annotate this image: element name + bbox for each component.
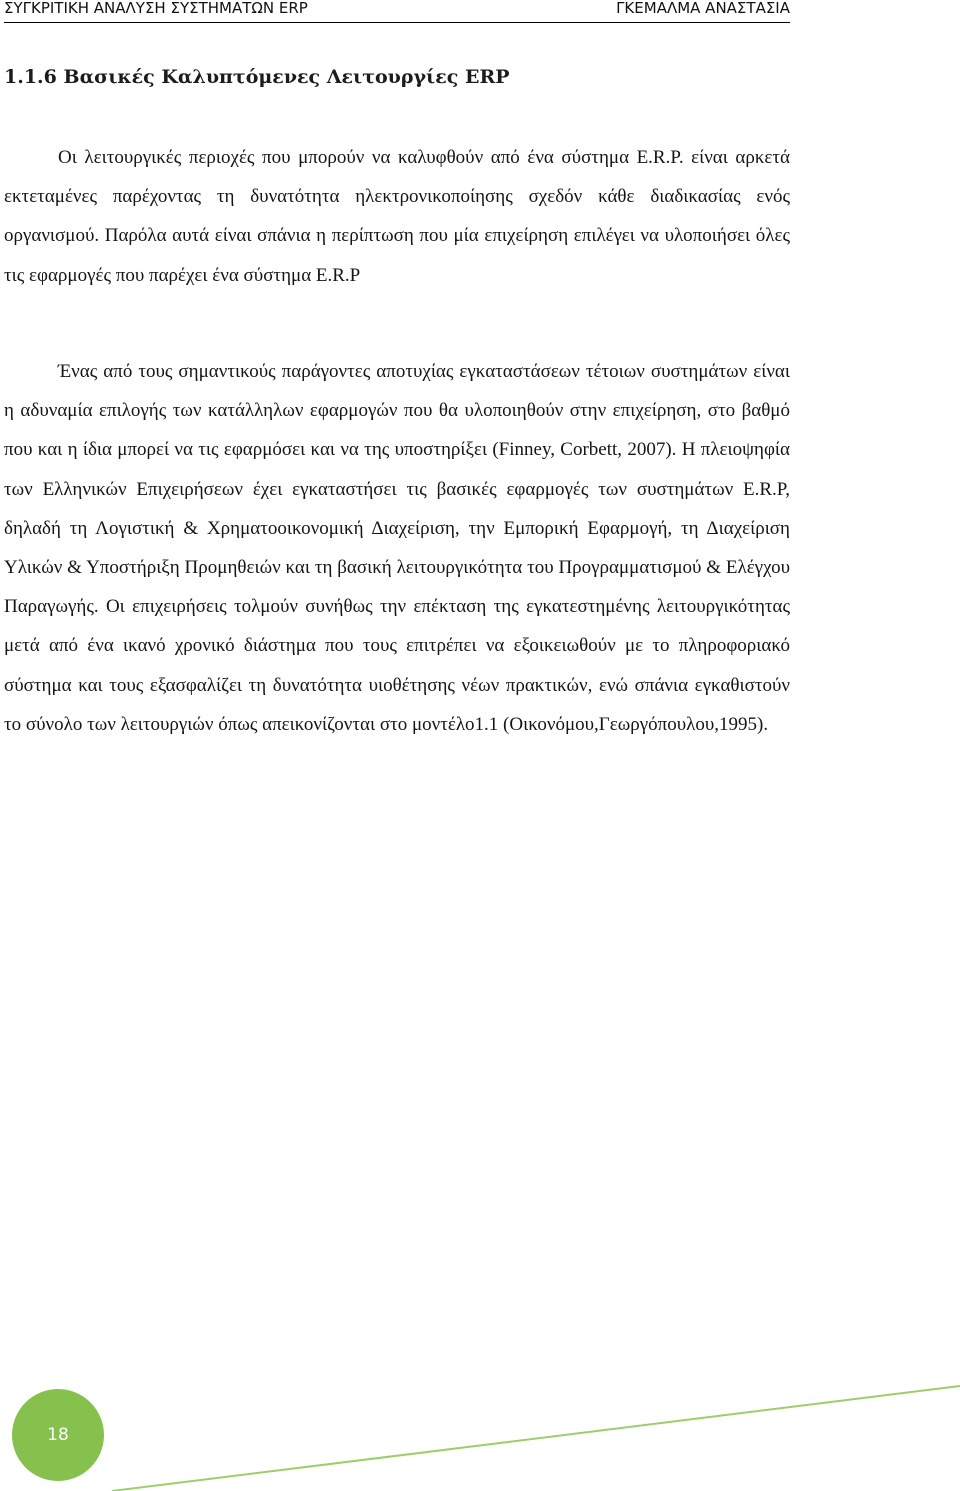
page-header: [4, 0, 790, 23]
paragraph-2: Ένας από τους σημαντικούς παράγοντες αποτυχίας εγκαταστάσεων τέτοιων συστημάτων είναι η αδυναμία επιλογής των κατάλληλων εφαρμογών που θα υλοποιηθούν στην επιχείρηση, στο βαθμό που και η ίδια μπορεί να τις εφαρμόσει και να της υποστηρίξει (Finney, Corbett, 2007). Η πλειοψηφία των Ελληνικών Επιχειρήσεων έχει εγκαταστήσει τις βασικές εφαρμογές των συστημάτων E.R.P, δηλαδή τη Λογιστική & Χρηματοοικονομική Διαχείριση, την Εμπορική Εφαρμογή, τη Διαχείριση Υλικών & Υποστήριξη Προμηθειών και τη βασική λειτουργικότητα του Προγραμματισμού & Ελέγχου Παραγωγής. Οι επιχειρήσεις τολμούν συνήθως την επέκταση της εγκατεστημένης λειτουργικότητας μετά από ένα ικανό χρονικό διάστημα που τους επιτρέπει να εξοικειωθούν με το πληροφοριακό σύστημα και τους εξασφαλίζει τη δυνατότητα υιοθέτησης νέων πρακτικών, ενώ σπάνια εγκαθιστούν το σύνολο των λειτουργιών όπως απεικονίζονται στο μοντέλο1.1 (Οικονόμου,Γεωργόπουλου,1995).: [4, 361, 790, 735]
page-number: 18: [47, 1425, 69, 1445]
page-number-badge: [12, 1389, 104, 1481]
paragraph-1: Οι λειτουργικές περιοχές που μπορούν να καλυφθούν από ένα σύστημα E.R.P. είναι αρκετά εκτεταμένες παρέχοντας τη δυνατότητα ηλεκτρονικοποίησης σχεδόν κάθε διαδικασίας ενός οργανισμού. Παρόλα αυτά είναι σπάνια η περίπτωση που μία επιχείρηση επιλέγει να υλοποιήσει όλες τις εφαρμογές που παρέχει ένα σύστημα E.R.P: [4, 147, 790, 286]
section-heading: 1.1.6 Βασικές Καλυπτόμενες Λειτουργίες ERP: [4, 66, 510, 88]
header-author-name: ΓΚΕΜΑΛΜΑ ΑΝΑΣΤΑΣΙΑ: [616, 0, 790, 17]
header-document-title: ΣΥΓΚΡΙΤΙΚΗ ΑΝΑΛΥΣΗ ΣΥΣΤΗΜΑΤΩΝ ERP: [4, 0, 308, 17]
